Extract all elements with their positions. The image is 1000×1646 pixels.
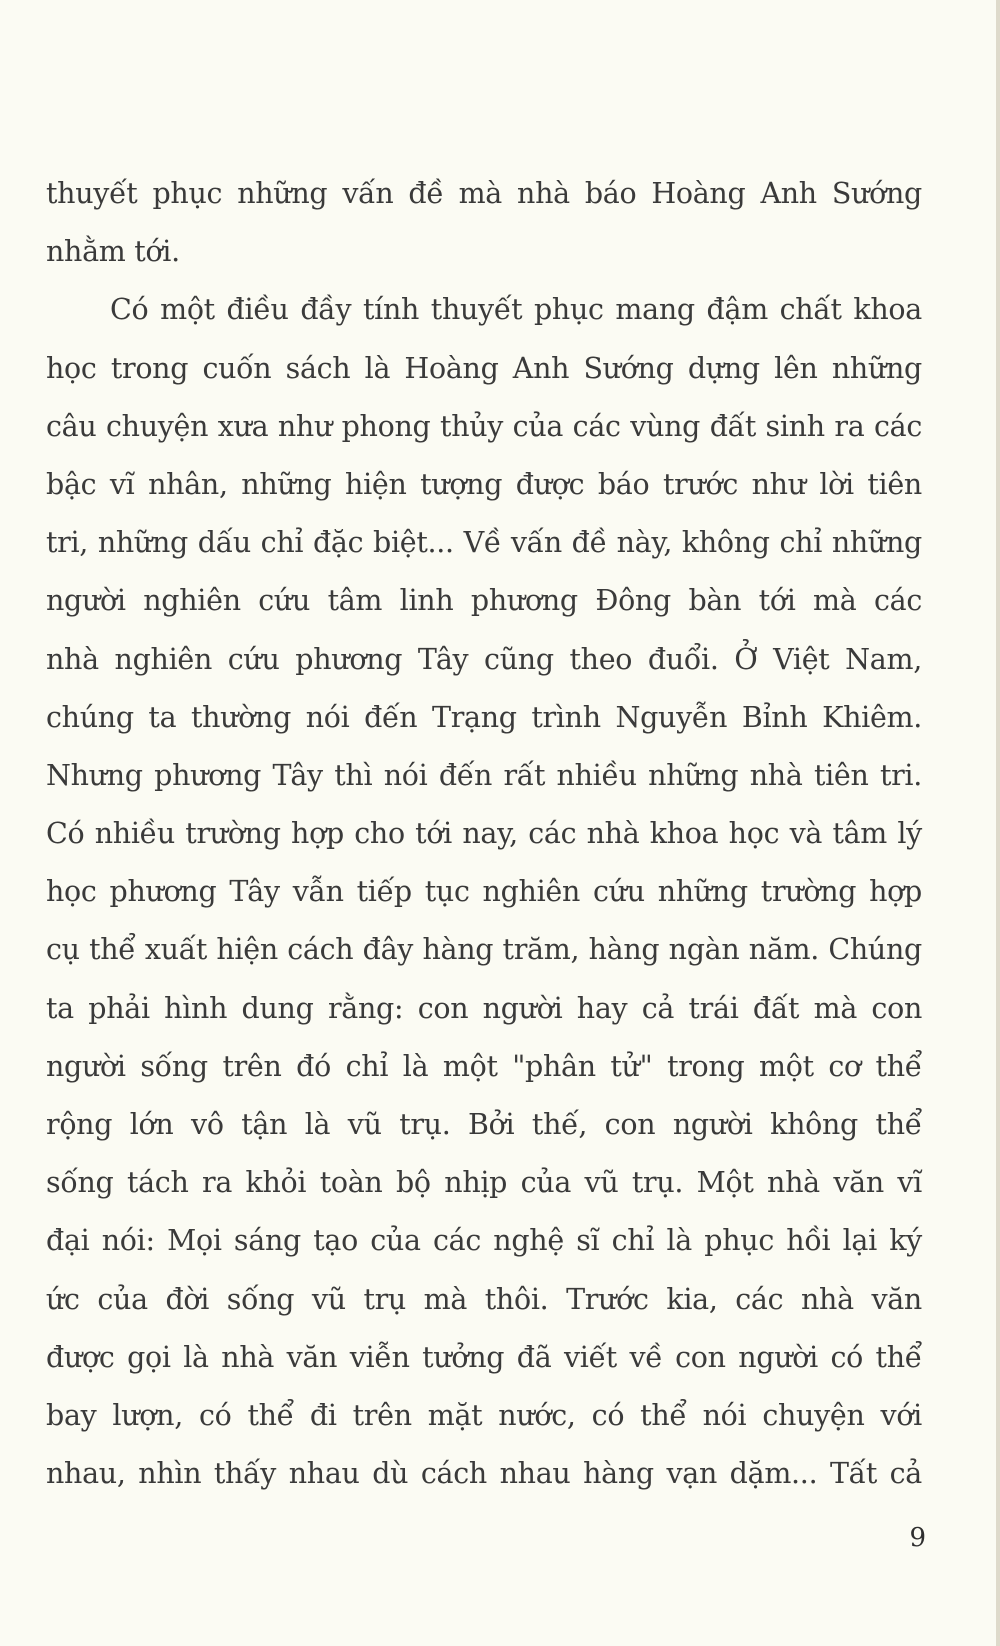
text-line: người nghiên cứu tâm linh phương Đông bàn tới mà các [46, 584, 922, 618]
text-line: cụ thể xuất hiện cách đây hàng trăm, hàng ngàn năm. Chúng [46, 933, 922, 967]
text-line: người sống trên đó chỉ là một "phân tử" trong một cơ thể [46, 1049, 922, 1083]
page-number: 9 [909, 1523, 926, 1553]
text-line: bậc vĩ nhân, những hiện tượng được báo trước như lời tiên [46, 467, 922, 501]
text-line: nhau, nhìn thấy nhau dù cách nhau hàng vạn dặm... Tất cả [46, 1457, 922, 1491]
text-line: sống tách ra khỏi toàn bộ nhịp của vũ trụ. Một nhà văn vĩ [46, 1166, 922, 1200]
text-line: tri, những dấu chỉ đặc biệt... Về vấn đề này, không chỉ những [46, 526, 922, 560]
text-line: ức của đời sống vũ trụ mà thôi. Trước kia, các nhà văn [46, 1282, 922, 1316]
text-line: học trong cuốn sách là Hoàng Anh Sướng dựng lên những [46, 351, 922, 385]
text-line: ta phải hình dung rằng: con người hay cả trái đất mà con [46, 991, 922, 1025]
text-line: Có một điều đầy tính thuyết phục mang đậm chất khoa [110, 293, 922, 327]
text-line: được gọi là nhà văn viễn tưởng đã viết về con người có thể [46, 1340, 922, 1374]
text-line: nhằm tới. [46, 235, 180, 269]
body-text [46, 165, 922, 1503]
text-line: Nhưng phương Tây thì nói đến rất nhiều những nhà tiên tri. [46, 758, 922, 792]
text-line: học phương Tây vẫn tiếp tục nghiên cứu những trường hợp [46, 875, 922, 909]
text-line: Có nhiều trường hợp cho tới nay, các nhà khoa học và tâm lý [46, 817, 922, 851]
text-line: rộng lớn vô tận là vũ trụ. Bởi thế, con người không thể [46, 1108, 922, 1141]
text-line: chúng ta thường nói đến Trạng trình Nguyễn Bỉnh Khiêm. [46, 700, 922, 734]
text-line: nhà nghiên cứu phương Tây cũng theo đuổi. Ở Việt Nam, [46, 642, 922, 676]
text-line: bay lượn, có thể đi trên mặt nước, có thể nói chuyện với [46, 1398, 922, 1432]
text-line: đại nói: Mọi sáng tạo của các nghệ sĩ chỉ là phục hồi lại ký [46, 1224, 922, 1258]
text-line: câu chuyện xưa như phong thủy của các vùng đất sinh ra các [46, 409, 922, 443]
text-line: thuyết phục những vấn đề mà nhà báo Hoàng Anh Sướng [46, 177, 922, 210]
